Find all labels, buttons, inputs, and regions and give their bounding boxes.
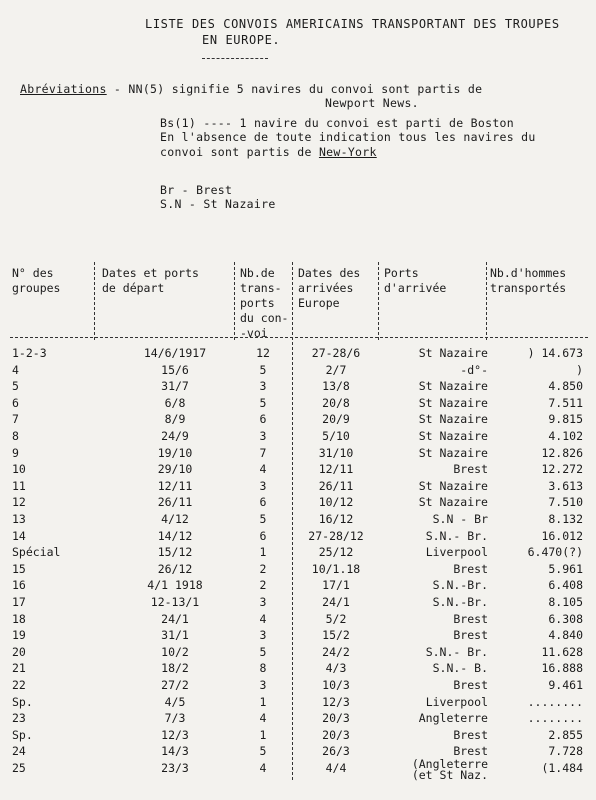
arrival-port: S.N - Br	[432, 512, 488, 526]
abbreviations-label: Abréviations	[20, 82, 107, 96]
departure-date: 23/3	[161, 761, 189, 775]
departure-date: 29/10	[157, 462, 193, 477]
ship-count: 3	[259, 678, 267, 692]
arrival-port: St Nazaire	[418, 346, 488, 360]
ship-count: 3	[259, 429, 267, 443]
departure-date: 27/2	[161, 678, 189, 692]
troop-count: 6.408	[548, 578, 583, 593]
group-number: 21	[12, 661, 26, 676]
troop-count: )	[576, 362, 583, 377]
troop-count: (1.484	[541, 761, 583, 775]
st-nazaire-abbrev: S.N - St Nazaire	[160, 197, 276, 211]
group-number: 20	[12, 644, 26, 659]
document-title-continued: EN EUROPE.	[202, 33, 281, 47]
ship-count: 8	[259, 661, 267, 676]
arrival-port: Brest	[453, 744, 488, 759]
departure-date: 14/6/1917	[143, 346, 207, 360]
troop-count: 6.308	[548, 611, 583, 626]
arrival-date: 10/12	[318, 495, 354, 510]
troop-count: 7.728	[548, 744, 583, 759]
arrival-port: S.N.- Br.	[425, 644, 488, 659]
abbreviations-dash: -	[113, 82, 122, 96]
absence-note-cont	[160, 145, 377, 159]
arrival-date: 24/1	[322, 595, 350, 609]
arrival-port: St Nazaire	[418, 429, 488, 443]
column-divider	[94, 262, 95, 340]
departure-date: 12/11	[157, 478, 193, 493]
arrival-date: 12/3	[322, 694, 350, 709]
troop-count: 8.132	[548, 512, 583, 526]
departure-date: 26/12	[157, 561, 193, 576]
departure-date: 14/12	[157, 528, 193, 543]
arrival-port: S.N.- B.	[432, 661, 488, 676]
ship-count: 4	[259, 711, 267, 726]
troop-count: 4.840	[548, 628, 583, 643]
group-number: 1-2-3	[12, 346, 47, 360]
title-underline	[202, 58, 268, 59]
departure-date: 4/12	[161, 512, 189, 526]
header-departure: Dates et ports de départ	[102, 266, 199, 295]
group-number: 17	[12, 595, 26, 609]
header-arrival-ports: Ports d'arrivée	[384, 266, 447, 295]
arrival-port: S.N.-Br.	[432, 595, 488, 609]
departure-date: 24/1	[161, 611, 189, 626]
ship-count: 5	[259, 744, 267, 759]
ship-count: 5	[259, 644, 267, 659]
arrival-date: 26/3	[322, 744, 350, 759]
column-divider	[378, 262, 379, 340]
group-number: 13	[12, 512, 26, 526]
group-number: Sp.	[12, 694, 33, 709]
departure-date: 8/9	[164, 412, 186, 427]
group-number: 25	[12, 761, 26, 775]
ship-count: 3	[259, 379, 267, 394]
ship-count: 12	[256, 346, 270, 360]
departure-date: 7/3	[164, 711, 186, 726]
troop-count: 5.961	[548, 561, 583, 576]
group-number: 14	[12, 528, 26, 543]
troop-count: ........	[527, 694, 583, 709]
departure-date: 15/12	[157, 545, 193, 560]
group-number: Sp.	[12, 727, 33, 742]
departure-date: 31/1	[161, 628, 189, 643]
absence-note-text: convoi sont partis de	[160, 145, 312, 159]
arrival-port: St Nazaire	[418, 412, 488, 427]
header-groups: N° des groupes	[12, 266, 61, 295]
group-number: 11	[12, 478, 26, 493]
arrival-date: 20/9	[322, 412, 350, 427]
arrival-date: 20/8	[322, 395, 350, 410]
departure-date: 12/3	[161, 727, 189, 742]
arrival-date: 20/3	[322, 711, 350, 726]
departure-date: 6/8	[164, 395, 186, 410]
ship-count: 3	[259, 595, 267, 609]
arrival-date: 13/8	[322, 379, 350, 394]
group-number: 5	[12, 379, 19, 394]
arrival-port: Angleterre	[418, 711, 488, 726]
arrival-port: Brest	[453, 462, 488, 477]
nn-code: NN(5)	[128, 82, 165, 96]
troop-count: 3.613	[548, 478, 583, 493]
arrival-port: St Nazaire	[418, 395, 488, 410]
troop-count: 4.102	[548, 429, 583, 443]
departure-date: 24/9	[161, 429, 189, 443]
header-rule	[10, 337, 588, 338]
header-men: Nb.d'hommes transportés	[490, 266, 567, 295]
arrival-date: 4/4	[325, 761, 347, 775]
ship-count: 5	[259, 395, 267, 410]
troop-count: ) 14.673	[527, 346, 583, 360]
arrival-port: St Nazaire	[418, 478, 488, 493]
arrival-port: Liverpool	[425, 545, 488, 560]
arrival-date: 16/12	[318, 512, 354, 526]
arrival-port: S.N.-Br.	[432, 578, 488, 593]
ship-count: 5	[259, 512, 267, 526]
arrival-date: 5/2	[325, 611, 347, 626]
arrival-date: 31/10	[318, 445, 354, 460]
troop-count: 12.272	[541, 462, 583, 477]
arrival-port: -d°-	[460, 362, 488, 377]
header-ship-count: Nb.de trans- ports du con- -voi	[240, 266, 289, 340]
ship-count: 6	[259, 495, 267, 510]
arrival-port: Brest	[453, 611, 488, 626]
group-number: 6	[12, 395, 19, 410]
troop-count: 9.815	[548, 412, 583, 427]
arrival-date: 20/3	[322, 727, 350, 742]
arrival-port: Liverpool	[425, 694, 488, 709]
troop-count: 16.888	[541, 661, 583, 676]
departure-date: 4/5	[164, 694, 186, 709]
absence-note-city: New-York	[318, 145, 377, 159]
absence-note: En l'absence de toute indication tous les navires du	[160, 130, 536, 144]
ship-count: 2	[259, 578, 267, 593]
group-number: 10	[12, 462, 26, 477]
arrival-port: Brest	[453, 561, 488, 576]
nn-description: signifie 5 navires du convoi sont partis de	[171, 82, 483, 96]
column-divider	[486, 262, 487, 340]
table-row	[0, 757, 596, 782]
arrival-date: 27-28/12	[308, 528, 364, 543]
ship-count: 6	[259, 528, 267, 543]
header-arrival-dates: Dates des arrivées Europe	[298, 266, 361, 310]
group-number: 8	[12, 429, 19, 443]
ship-count: 2	[259, 561, 267, 576]
group-number: 23	[12, 711, 26, 726]
arrival-port: Brest	[453, 628, 488, 643]
nn-description-cont: Newport News.	[325, 96, 419, 110]
bs-dashes: ----	[203, 116, 233, 130]
arrival-port: Brest	[453, 678, 488, 692]
group-number: 9	[12, 445, 19, 460]
departure-date: 19/10	[157, 445, 193, 460]
departure-date: 4/1 1918	[147, 578, 203, 593]
arrival-port: St Nazaire	[418, 495, 488, 510]
ship-count: 6	[259, 412, 267, 427]
arrival-date: 2/7	[325, 362, 347, 377]
arrival-date: 26/11	[318, 478, 354, 493]
group-number: 22	[12, 678, 26, 692]
departure-date: 18/2	[161, 661, 189, 676]
group-number: 18	[12, 611, 26, 626]
group-number: 7	[12, 412, 19, 427]
troop-count: 6.470(?)	[527, 545, 583, 560]
arrival-date: 12/11	[318, 462, 354, 477]
ship-count: 3	[259, 478, 267, 493]
arrival-date: 17/1	[322, 578, 350, 593]
column-divider	[234, 262, 235, 340]
ship-count: 4	[259, 462, 267, 477]
group-number: 24	[12, 744, 26, 759]
arrival-port: (Angleterre (et St Naz.	[411, 757, 488, 782]
departure-date: 10/2	[161, 644, 189, 659]
ship-count: 4	[259, 761, 267, 775]
troop-count: 2.855	[548, 727, 583, 742]
troop-count: 8.105	[548, 595, 583, 609]
departure-date: 15/6	[161, 362, 189, 377]
document-title: LISTE DES CONVOIS AMERICAINS TRANSPORTANT DES TROUPES	[145, 17, 560, 31]
troop-count: ........	[527, 711, 583, 726]
arrival-date: 4/3	[325, 661, 347, 676]
arrival-date: 10/1.18	[311, 561, 361, 576]
group-number: 12	[12, 495, 26, 510]
departure-date: 12-13/1	[150, 595, 200, 609]
group-number: 19	[12, 628, 26, 643]
group-number: 16	[12, 578, 26, 593]
arrival-date: 24/2	[322, 644, 350, 659]
group-number: 15	[12, 561, 26, 576]
group-number: 4	[12, 362, 19, 377]
troop-count: 12.826	[541, 445, 583, 460]
ship-count: 1	[259, 727, 267, 742]
arrival-date: 27-28/6	[311, 346, 361, 360]
ship-count: 5	[259, 362, 267, 377]
bs-code: Bs(1)	[160, 116, 197, 130]
troop-count: 16.012	[541, 528, 583, 543]
ship-count: 3	[259, 628, 267, 643]
bs-description: 1 navire du convoi est parti de Boston	[239, 116, 514, 130]
arrival-port: St Nazaire	[418, 379, 488, 394]
ship-count: 7	[259, 445, 267, 460]
troop-count: 7.510	[548, 495, 583, 510]
ship-count: 4	[259, 611, 267, 626]
ship-count: 1	[259, 545, 267, 560]
troop-count: 11.628	[541, 644, 583, 659]
ship-count: 1	[259, 694, 267, 709]
troop-count: 4.850	[548, 379, 583, 394]
arrival-port: Brest	[453, 727, 488, 742]
bs-line	[160, 116, 514, 130]
troop-count: 7.511	[548, 395, 583, 410]
departure-date: 14/3	[161, 744, 189, 759]
arrival-date: 5/10	[322, 429, 350, 443]
arrival-date: 10/3	[322, 678, 350, 692]
arrival-port: S.N.- Br.	[425, 528, 488, 543]
arrival-port: St Nazaire	[418, 445, 488, 460]
group-number: Spécial	[12, 545, 61, 560]
departure-date: 26/11	[157, 495, 193, 510]
departure-date: 31/7	[161, 379, 189, 394]
arrival-date: 15/2	[322, 628, 350, 643]
brest-abbrev: Br - Brest	[160, 183, 233, 197]
abbreviations-block	[20, 82, 482, 96]
troop-count: 9.461	[548, 678, 583, 692]
arrival-date: 25/12	[318, 545, 354, 560]
